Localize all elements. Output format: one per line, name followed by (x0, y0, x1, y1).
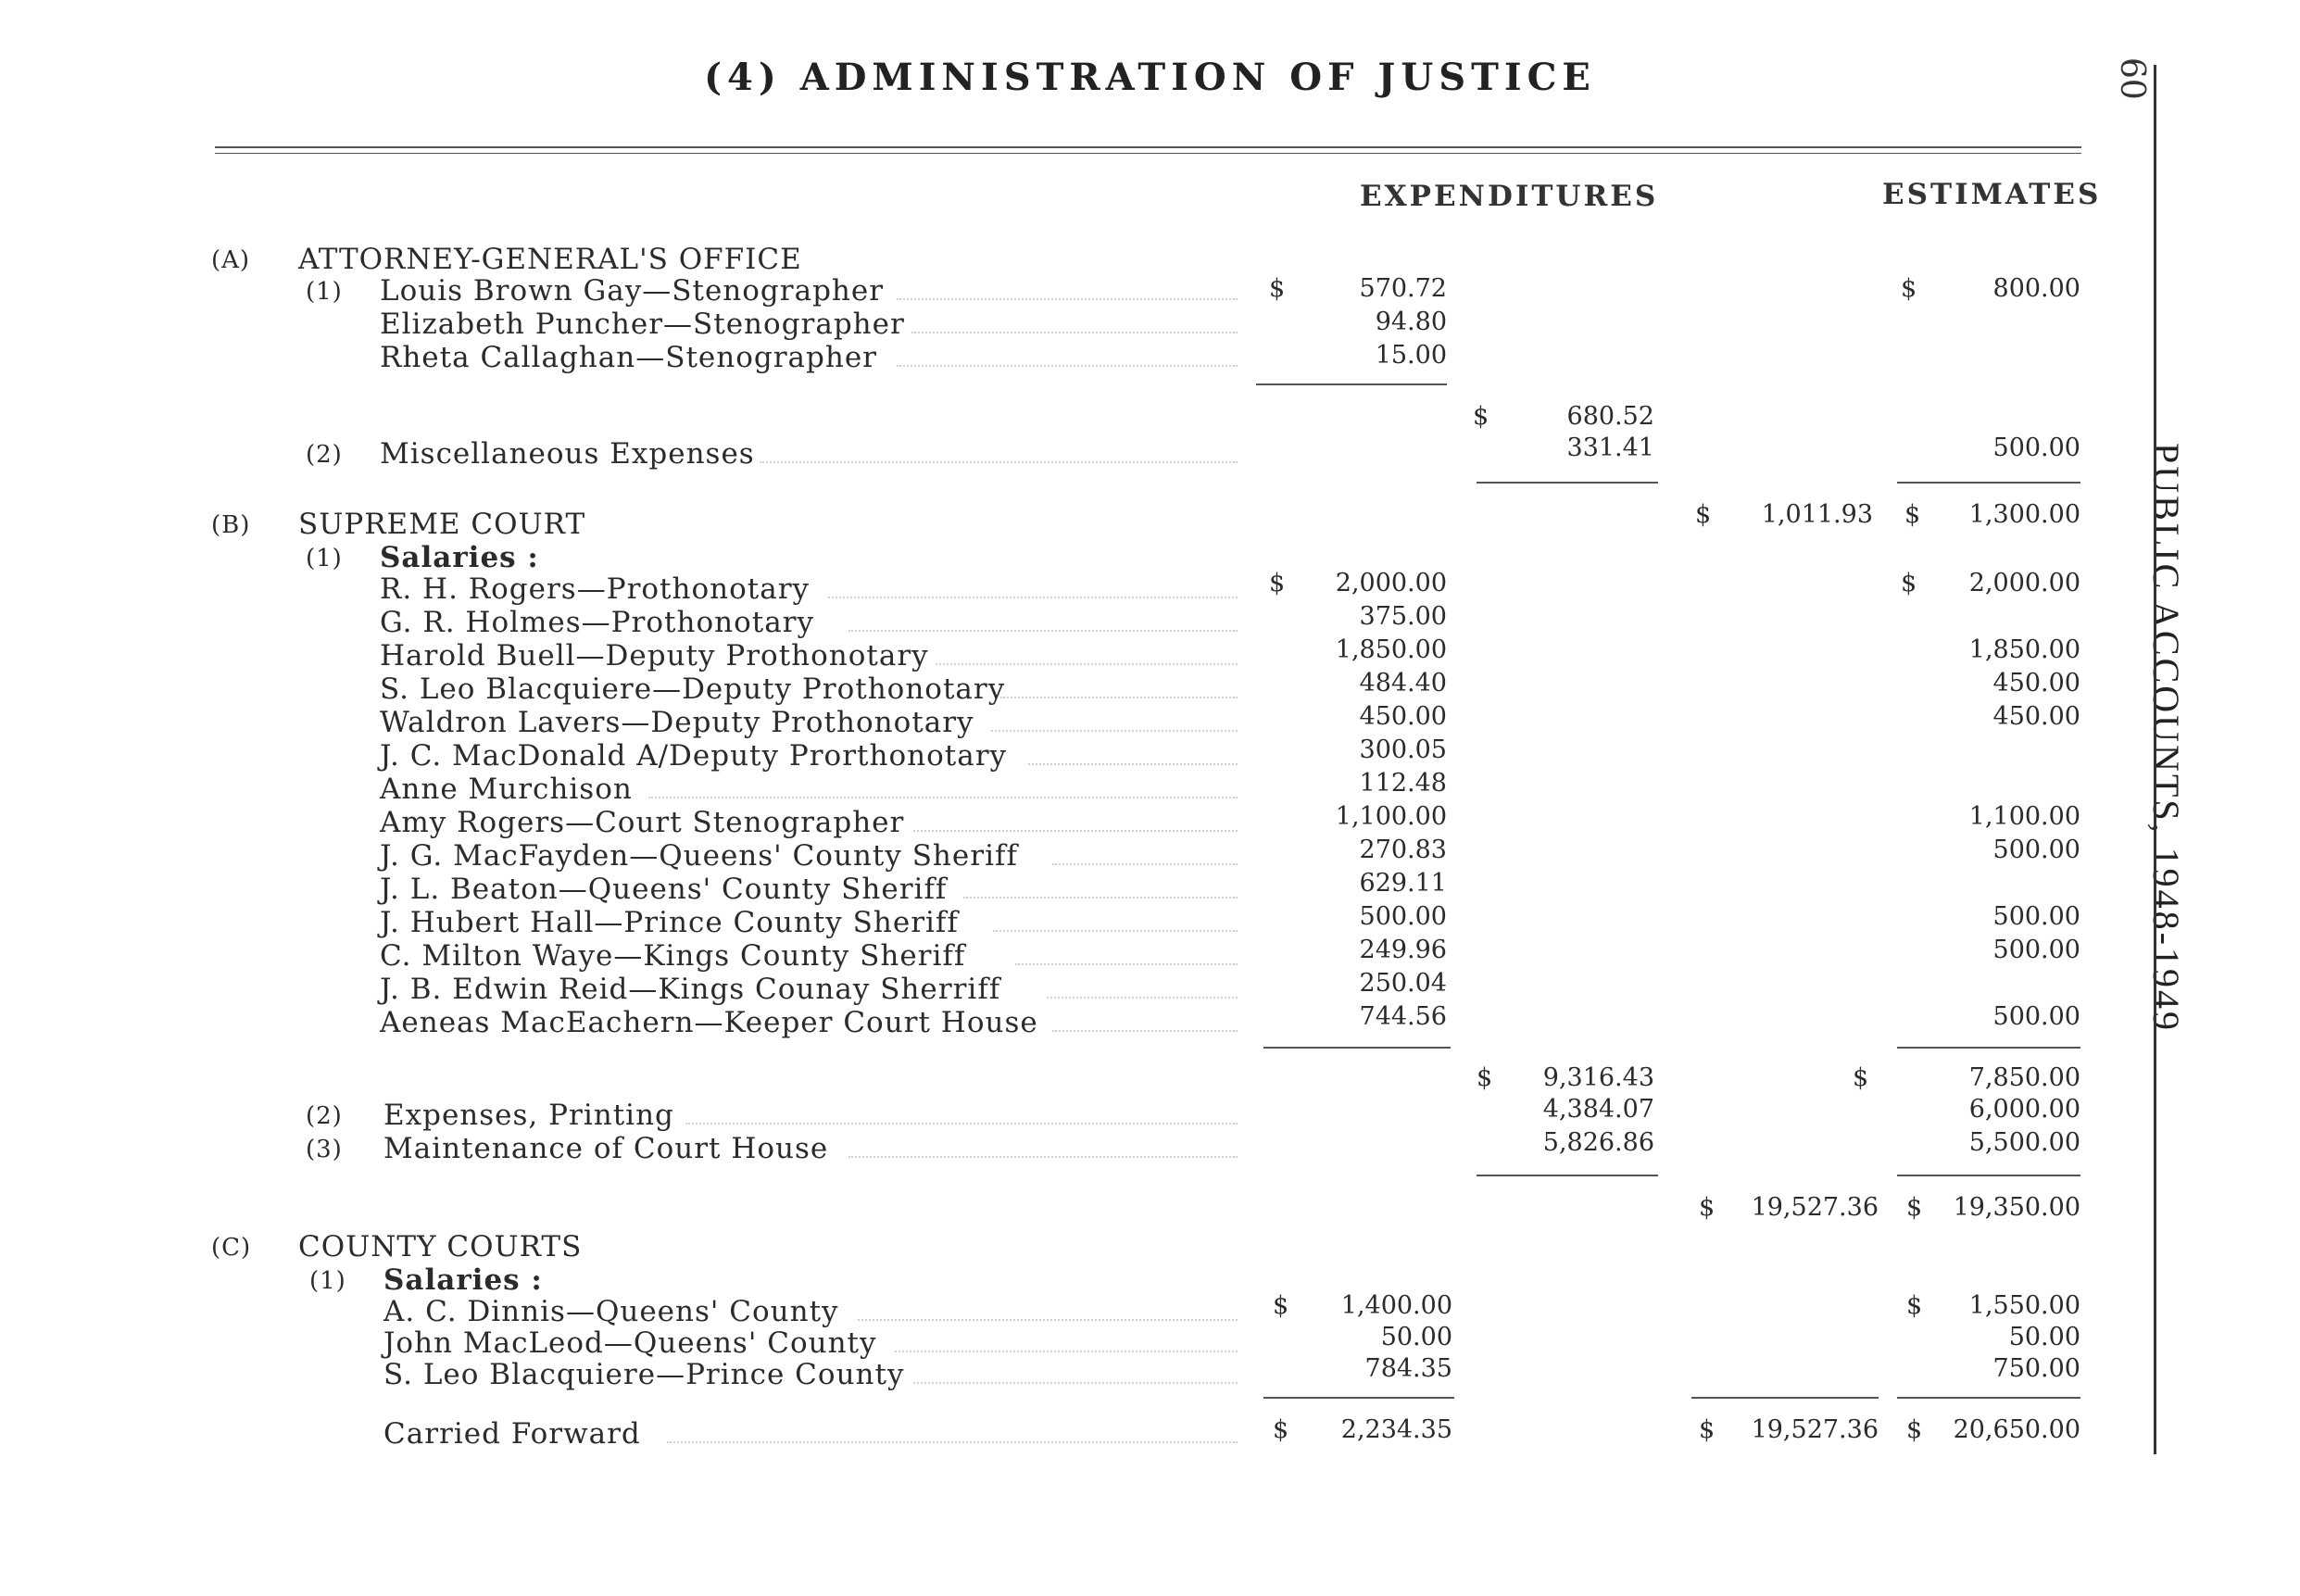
item-name: C. Milton Waye—Kings County Sheriff (380, 939, 966, 973)
item-estimate: 800.00 (1992, 274, 2080, 303)
leader-dots (913, 830, 1238, 832)
item-name: Elizabeth Puncher—Stenographer (380, 308, 905, 341)
item-amount: 570.72 (1359, 274, 1447, 303)
item-amount: 784.35 (1364, 1354, 1452, 1383)
item-estimate: 50.00 (2008, 1323, 2080, 1351)
item-amount: 94.80 (1375, 308, 1447, 336)
subtotal-rule (1256, 383, 1447, 385)
leader-dots (897, 298, 1238, 300)
item-name: J. B. Edwin Reid—Kings Counay Sherriff (380, 973, 1001, 1006)
item-amount: 484.40 (1359, 669, 1447, 697)
subsection-number: (1) (309, 1267, 346, 1295)
currency-sign: $ (1695, 500, 1712, 529)
item-name: J. L. Beaton—Queens' County Sheriff (380, 873, 948, 906)
leader-dots (1052, 1030, 1238, 1032)
item-amount: 1,400.00 (1340, 1291, 1452, 1320)
leader-dots (1052, 863, 1238, 865)
item-estimate: 500.00 (1992, 936, 2080, 964)
item-name: A. C. Dinnis—Queens' County (383, 1295, 839, 1328)
carried-forward-total: 19,527.36 (1751, 1415, 1879, 1444)
item-estimate: 500.00 (1992, 836, 2080, 864)
subsection-label: Salaries : (383, 1263, 543, 1297)
currency-sign: $ (1906, 1415, 1923, 1444)
estimate-total-rule (1897, 1175, 2080, 1176)
subsection-number: (3) (306, 1136, 343, 1163)
item-name: R. H. Rogers—Prothonotary (380, 572, 811, 606)
leader-dots (1028, 763, 1238, 765)
item-name: S. Leo Blacquiere—Prince County (383, 1358, 905, 1391)
carried-forward-estimate: 20,650.00 (1953, 1415, 2080, 1444)
leader-dots (685, 1123, 1238, 1125)
item-estimate: 5,500.00 (1968, 1128, 2080, 1157)
currency-sign: $ (1901, 274, 1917, 303)
leader-dots (760, 461, 1238, 463)
section-total: 1,011.93 (1761, 500, 1873, 529)
item-amount: 744.56 (1359, 1002, 1447, 1031)
item-name: Maintenance of Court House (383, 1132, 829, 1165)
leader-dots (648, 797, 1238, 798)
item-estimate: 1,100.00 (1968, 802, 2080, 831)
item-name: Aeneas MacEachern—Keeper Court House (380, 1006, 1038, 1039)
section-total: 19,527.36 (1751, 1193, 1879, 1222)
page-number: 60 (2113, 57, 2151, 100)
leader-dots (667, 1441, 1238, 1443)
item-name: J. G. MacFayden—Queens' County Sheriff (380, 839, 1018, 873)
subsection-number: (2) (306, 1102, 343, 1130)
item-estimate: 500.00 (1992, 434, 2080, 462)
item-amount: 450.00 (1359, 702, 1447, 731)
item-estimate: 500.00 (1992, 1002, 2080, 1031)
leader-dots (993, 930, 1238, 932)
item-estimate: 1,550.00 (1968, 1291, 2080, 1320)
currency-sign: $ (1906, 1291, 1923, 1320)
section-title: COUNTY COURTS (298, 1230, 583, 1263)
item-name: J. Hubert Hall—Prince County Sheriff (380, 906, 959, 939)
item-name: J. C. MacDonald A/Deputy Prorthonotary (380, 739, 1008, 773)
subtotal-amount: 680.52 (1566, 402, 1654, 431)
item-amount: 331.41 (1566, 434, 1654, 462)
currency-sign: $ (1473, 402, 1489, 431)
item-name: S. Leo Blacquiere—Deputy Prothonotary (380, 672, 1006, 706)
item-amount: 375.00 (1359, 602, 1447, 631)
item-estimate: 6,000.00 (1968, 1095, 2080, 1124)
section-title: ATTORNEY-GENERAL'S OFFICE (298, 243, 802, 276)
item-name: John MacLeod—Queens' County (383, 1326, 877, 1360)
item-name: Expenses, Printing (383, 1099, 674, 1132)
item-estimate: 750.00 (1992, 1354, 2080, 1383)
estimate-subtotal-rule (1897, 1047, 2080, 1049)
item-amount: 5,826.86 (1542, 1128, 1654, 1157)
item-name: Anne Murchison (380, 773, 633, 806)
item-estimate: 500.00 (1992, 902, 2080, 931)
item-name: Miscellaneous Expenses (380, 437, 755, 471)
leader-dots (913, 1382, 1238, 1384)
carried-forward-amount: 2,234.35 (1340, 1415, 1452, 1444)
item-amount: 250.04 (1359, 969, 1447, 998)
leader-dots (963, 897, 1238, 899)
leader-dots (911, 332, 1238, 333)
subtotal-estimate: 7,850.00 (1968, 1063, 2080, 1092)
carried-forward-label: Carried Forward (383, 1417, 641, 1451)
section-letter: (C) (211, 1234, 252, 1262)
item-name: Harold Buell—Deputy Prothonotary (380, 639, 929, 672)
leader-dots (858, 1319, 1238, 1321)
header-rule-thin (215, 153, 2081, 154)
total-rule (1477, 1175, 1658, 1176)
item-name: Amy Rogers—Court Stenographer (380, 806, 905, 839)
item-estimate: 2,000.00 (1968, 569, 2080, 597)
page-title: (4) ADMINISTRATION OF JUSTICE (704, 56, 1596, 99)
currency-sign: $ (1269, 569, 1286, 597)
item-amount: 300.05 (1359, 735, 1447, 764)
leader-dots (991, 730, 1238, 732)
item-estimate: 450.00 (1992, 702, 2080, 731)
subsection-label: Salaries : (380, 541, 539, 574)
leader-dots (1000, 697, 1238, 698)
currency-sign: $ (1906, 1193, 1923, 1222)
subtotal-rule (1263, 1397, 1454, 1399)
currency-sign: $ (1269, 274, 1286, 303)
leader-dots (895, 1351, 1238, 1352)
item-amount: 2,000.00 (1335, 569, 1447, 597)
subtotal-amount: 9,316.43 (1542, 1063, 1654, 1092)
estimate-total-rule (1897, 482, 2080, 484)
currency-sign: $ (1699, 1415, 1716, 1444)
currency-sign: $ (1901, 569, 1917, 597)
currency-sign: $ (1853, 1063, 1869, 1092)
subsection-number: (2) (306, 441, 343, 469)
currency-sign: $ (1904, 500, 1921, 529)
estimate-total-rule (1897, 1397, 2080, 1399)
leader-dots (848, 630, 1238, 632)
item-amount: 4,384.07 (1542, 1095, 1654, 1124)
item-amount: 500.00 (1359, 902, 1447, 931)
item-amount: 1,100.00 (1335, 802, 1447, 831)
item-amount: 50.00 (1380, 1323, 1452, 1351)
section-total-estimate: 1,300.00 (1968, 500, 2080, 529)
page-edge-line (2154, 65, 2156, 1454)
subsection-number: (1) (306, 278, 343, 306)
leader-dots (1015, 963, 1238, 965)
currency-sign: $ (1477, 1063, 1493, 1092)
item-estimate: 1,850.00 (1968, 635, 2080, 664)
item-estimate: 450.00 (1992, 669, 2080, 697)
total-rule (1691, 1397, 1879, 1399)
item-amount: 1,850.00 (1335, 635, 1447, 664)
item-name: Waldron Lavers—Deputy Prothonotary (380, 706, 974, 739)
item-amount: 270.83 (1359, 836, 1447, 864)
section-letter: (B) (211, 511, 251, 539)
header-rule (215, 146, 2081, 148)
subtotal-rule (1263, 1047, 1451, 1049)
section-title: SUPREME COURT (298, 508, 586, 541)
item-name: Louis Brown Gay—Stenographer (380, 274, 885, 308)
leader-dots (897, 365, 1238, 367)
subsection-number: (1) (306, 545, 343, 572)
item-amount: 112.48 (1359, 769, 1447, 798)
currency-sign: $ (1273, 1415, 1289, 1444)
currency-sign: $ (1699, 1193, 1716, 1222)
leader-dots (848, 1156, 1238, 1158)
currency-sign: $ (1273, 1291, 1289, 1320)
item-amount: 15.00 (1375, 341, 1447, 370)
side-caption: PUBLIC ACCOUNTS, 1948-1949 (2145, 443, 2187, 1033)
total-rule (1477, 482, 1658, 484)
estimates-heading: ESTIMATES (1882, 178, 2102, 211)
item-amount: 249.96 (1359, 936, 1447, 964)
section-total-estimate: 19,350.00 (1953, 1193, 2080, 1222)
expenditures-heading: EXPENDITURES (1360, 180, 1659, 213)
leader-dots (936, 663, 1238, 665)
leader-dots (828, 597, 1238, 598)
item-amount: 629.11 (1359, 869, 1447, 898)
leader-dots (1047, 997, 1238, 999)
section-letter: (A) (211, 246, 251, 274)
item-name: G. R. Holmes—Prothonotary (380, 606, 815, 639)
item-name: Rheta Callaghan—Stenographer (380, 341, 878, 374)
